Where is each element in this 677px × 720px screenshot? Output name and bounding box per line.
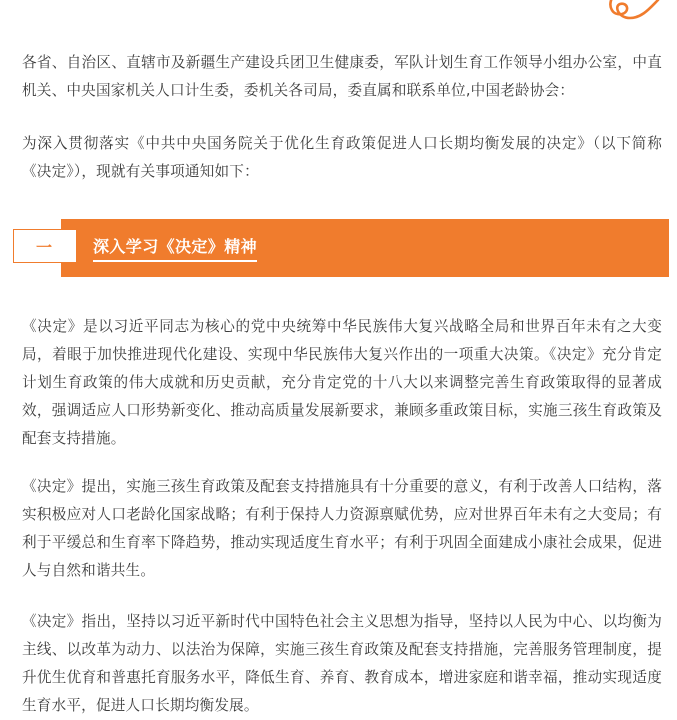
section-number: 一 (35, 237, 54, 257)
section-number-box (13, 229, 77, 263)
section-title: 深入学习《决定》精神 (93, 234, 257, 262)
intro-paragraph: 为深入贯彻落实《中共中央国务院关于优化生育政策促进人口长期均衡发展的决定》（以下简称《决定》），现就有关事项通知如下： (22, 135, 662, 180)
orange-brush-swirl-icon (604, 0, 664, 26)
recipients-paragraph: 各省、自治区、直辖市及新疆生产建设兵团卫生健康委，军队计划生育工作领导小组办公室，中直机关、中央国家机关人口计生委，委机关各司局，委直属和联系单位,中国老龄协会： (22, 54, 662, 99)
section-header (13, 219, 669, 277)
section-paragraph-3: 《决定》指出，坚持以习近平新时代中国特色社会主义思想为指导，坚持以人民为中心、以均衡为主线、以改革为动力、以法治为保障，实施三孩生育政策及配套支持措施，完善服务管理制度，提升优生优育和普惠托育服务水平，降低生育、养育、教育成本，增进家庭和谐幸福，推动实现适度生育水平，促进人口长期均衡发展。 (22, 613, 662, 714)
section-paragraph-2: 《决定》提出，实施三孩生育政策及配套支持措施具有十分重要的意义，有利于改善人口结构，落实积极应对人口老龄化国家战略；有利于保持人力资源禀赋优势，应对世界百年未有之大变局；有利于平缓总和生育率下降趋势，推动实现适度生育水平；有利于巩固全面建成小康社会成果，促进人与自然和谐共生。 (22, 478, 662, 579)
section-paragraph-1: 《决定》是以习近平同志为核心的党中央统筹中华民族伟大复兴战略全局和世界百年未有之大变局，着眼于加快推进现代化建设、实现中华民族伟大复兴作出的一项重大决策。《决定》充分肯定计划生育政策的伟大成就和历史贡献，充分肯定党的十八大以来调整完善生育政策取得的显著成效，强调适应人口形势新变化、推动高质量发展新要求，兼顾多重政策目标，实施三孩生育政策及配套支持措施。 (22, 318, 662, 447)
